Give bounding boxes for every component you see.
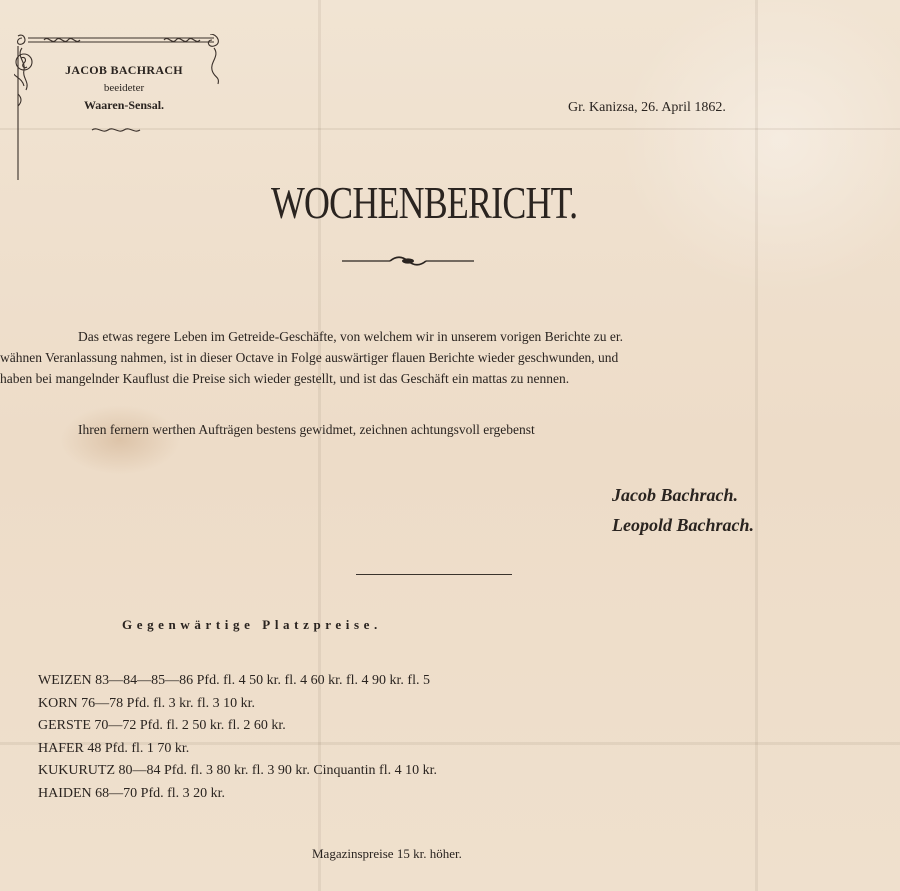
prices-heading: Gegenwärtige Platzpreise.	[122, 617, 382, 632]
title-flourish-icon	[340, 255, 476, 267]
price-row-gerste: GERSTE 70—72 Pfd. fl. 2 50 kr. fl. 2 60 kr.	[38, 718, 286, 734]
price-row-korn: KORN 76—78 Pfd. fl. 3 kr. fl. 3 10 kr.	[38, 695, 255, 711]
paper-fold-line	[755, 0, 758, 891]
price-row-haiden: HAIDEN 68—70 Pfd. fl. 3 20 kr.	[38, 785, 226, 801]
dateline: Gr. Kanizsa, 26. April 1862.	[568, 100, 726, 115]
sender-designation: beeideter	[103, 82, 145, 94]
signature-jacob: Jacob Bachrach.	[612, 485, 738, 505]
paragraph-line: haben bei mangelnder Kauflust die Preise sich wieder gestellt, und ist das Geschäft ein mattas zu nennen.	[0, 371, 570, 386]
price-row-weizen: WEIZEN 83—84—85—86 Pfd. fl. 4 50 kr. fl. 4 60 kr. fl. 4 90 kr. fl. 5	[38, 673, 430, 688]
warehouse-price-note: Magazinspreise 15 kr. höher.	[312, 846, 462, 861]
price-list	[38, 670, 437, 806]
report-paragraph	[0, 326, 866, 389]
sender-name: JACOB BACHRACH	[65, 63, 183, 77]
section-divider	[356, 574, 512, 575]
signature-leopold: Leopold Bachrach.	[612, 515, 754, 535]
sender-trade: Waaren-Sensal.	[83, 98, 165, 112]
price-row-kukurutz: KUKURUTZ 80—84 Pfd. fl. 3 80 kr. fl. 3 90 kr. Cinquantin fl. 4 10 kr.	[38, 763, 437, 779]
price-row-hafer: HAFER 48 Pfd. fl. 1 70 kr.	[38, 740, 190, 756]
letterhead	[14, 34, 232, 134]
paragraph-line: Das etwas regere Leben im Getreide-Geschäfte, von welchem wir in unserem vorigen Berichte zu er.	[78, 329, 624, 344]
document-title: WOCHENBERICHT.	[270, 177, 578, 228]
closing-line: Ihren fernern werthen Aufträgen bestens gewidmet, zeichnen achtungsvoll ergebenst	[78, 422, 535, 437]
signature-block	[612, 480, 754, 540]
paragraph-line: wähnen Veranlassung nahmen, ist in dieser Octave in Folge auswärtiger flauen Berichte wieder geschwunden, und	[0, 350, 619, 365]
